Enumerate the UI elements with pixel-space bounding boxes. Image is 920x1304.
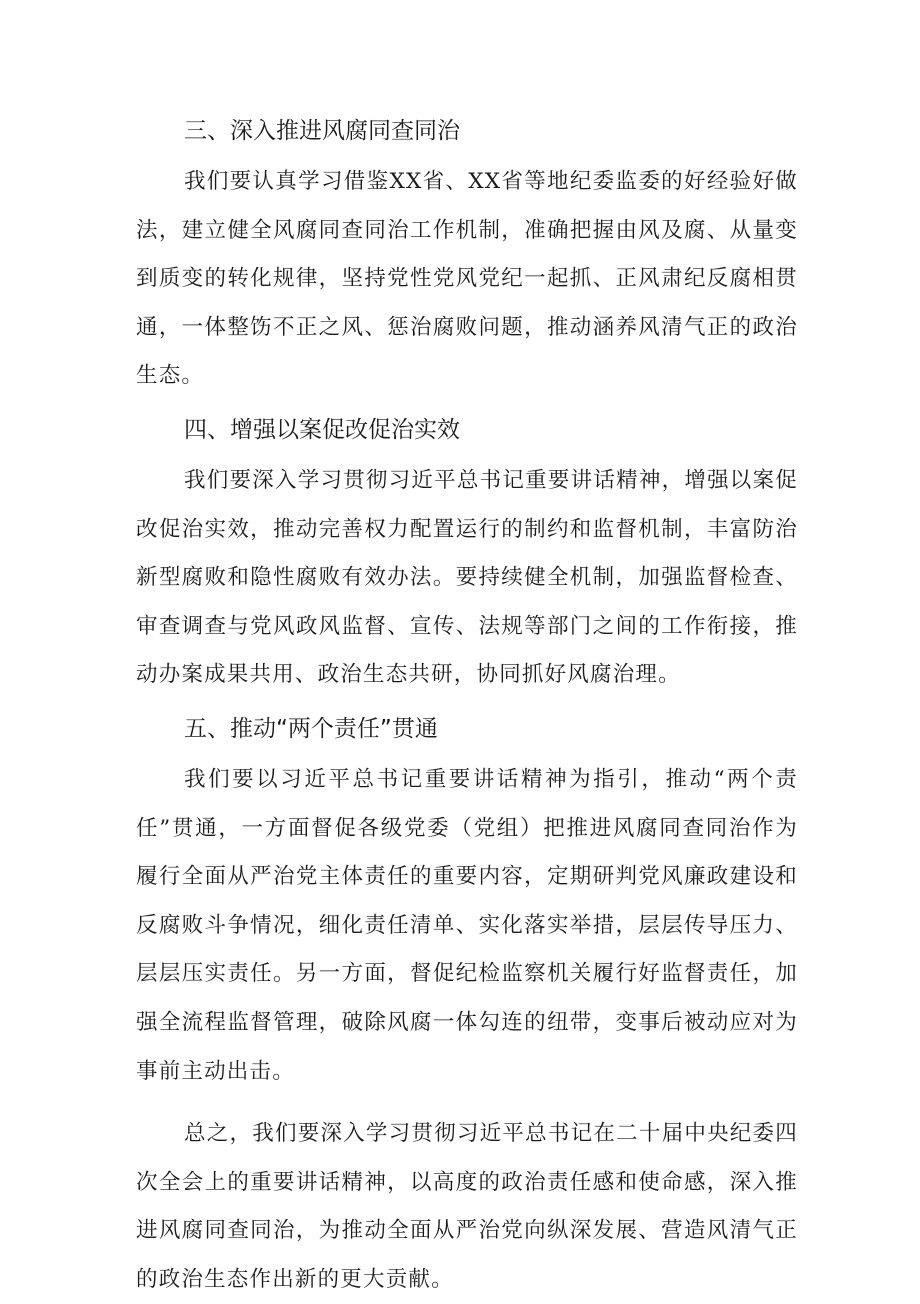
closing-paragraph: 总之，我们要深入学习贯彻习近平总书记在二十届中央纪委四次全会上的重要讲话精神，以高度的政治责任感和使命感，深入推进风腐同查同治，为推动全面从严治党向纵深发展、营造风清气正的政治生态作出新的更大贡献。 (136, 1121, 798, 1292)
section-paragraph: 我们要以习近平总书记重要讲话精神为指引，推动“两个责任”贯通，一方面督促各级党委（党组）把推进风腐同查同治作为履行全面从严治党主体责任的重要内容，定期研判党风廉政建设和反腐败斗争情况，细化责任清单、实化落实举措，层层传导压力、层层压实责任。另一方面，督促纪检监察机关履行好监督责任，加强全流程监督管理，破除风腐一体勾连的纽带，变事后被动应对为事前主动出击。 (136, 766, 798, 1084)
section-paragraph: 我们要深入学习贯彻习近平总书记重要讲话精神，增强以案促改促治实效，推动完善权力配置运行的制约和监督机制，丰富防治新型腐败和隐性腐败有效办法。要持续健全机制，加强监督检查、审查调查与党风政风监督、宣传、法规等部门之间的工作衔接，推动办案成果共用、政治生态共研，协同抓好风腐治理。 (136, 467, 798, 688)
section-heading: 五、推动“两个责任”贯通 (184, 715, 438, 742)
section-paragraph: 我们要认真学习借鉴XX省、XX省等地纪委监委的好经验好做法，建立健全风腐同查同治工作机制，准确把握由风及腐、从量变到质变的转化规律，坚持党性党风党纪一起抓、正风肃纪反腐相贯通，一体整饬不正之风、惩治腐败问题，推动涵养风清气正的政治生态。 (136, 169, 798, 389)
section-4 (136, 411, 798, 700)
section-heading: 三、深入推进风腐同查同治 (184, 118, 460, 144)
section-heading: 四、增强以案促改促治实效 (184, 416, 460, 443)
section-3 (136, 112, 798, 401)
section-5 (136, 710, 798, 1096)
